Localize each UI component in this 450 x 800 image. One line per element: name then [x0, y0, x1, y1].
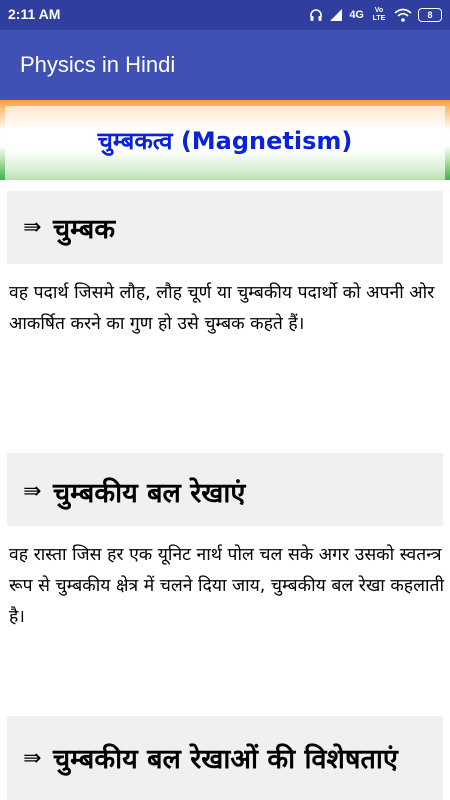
- wifi-icon: [394, 8, 412, 22]
- page-title: चुम्बकत्व (Magnetism): [97, 127, 353, 155]
- status-icons: [309, 5, 442, 25]
- volte-label: Vo LTE: [372, 7, 386, 22]
- banner-inner: [5, 106, 445, 180]
- section-header-chumbak: [7, 191, 443, 264]
- status-time: 2:11 AM: [8, 6, 61, 22]
- arrow-icon: ⇛: [23, 215, 42, 240]
- signal-icon: [329, 8, 343, 22]
- app-bar: [0, 30, 450, 100]
- app-title: Physics in Hindi: [20, 52, 176, 77]
- content-scroll[interactable]: [0, 100, 450, 800]
- section-title: चुम्बकीय बल रेखाओं की विशेषताएं: [53, 744, 398, 775]
- section-header-visheshtayen: [7, 716, 443, 800]
- headphones-icon: [309, 8, 323, 22]
- section-body: वह पदार्थ जिसमे लौह, लौह चूर्ण या चुम्बकीय पदार्थो को अपनी ओर आकर्षित करने का गुण हो उसे चुम्बक कहते हैं।: [9, 283, 435, 334]
- section-title: चुम्बक: [53, 214, 116, 245]
- section-header-bal-rekhayen: [7, 453, 443, 526]
- status-bar: [0, 0, 450, 30]
- section-body: वह रास्ता जिस हर एक यूनिट नार्थ पोल चल सके अगर उसको स्वतन्त्र रूप से चुम्बकीय क्षेत्र में चलने दिया जाय, चुम्बकीय बल रेखा कहलाती है।: [9, 545, 444, 627]
- arrow-icon: ⇛: [23, 479, 42, 504]
- arrow-icon: ⇛: [23, 746, 42, 771]
- section-title: चुम्बकीय बल रेखाएं: [53, 478, 246, 509]
- network-type: 4G: [349, 9, 364, 21]
- tricolor-banner: [0, 100, 450, 180]
- battery-icon: 8: [418, 8, 442, 22]
